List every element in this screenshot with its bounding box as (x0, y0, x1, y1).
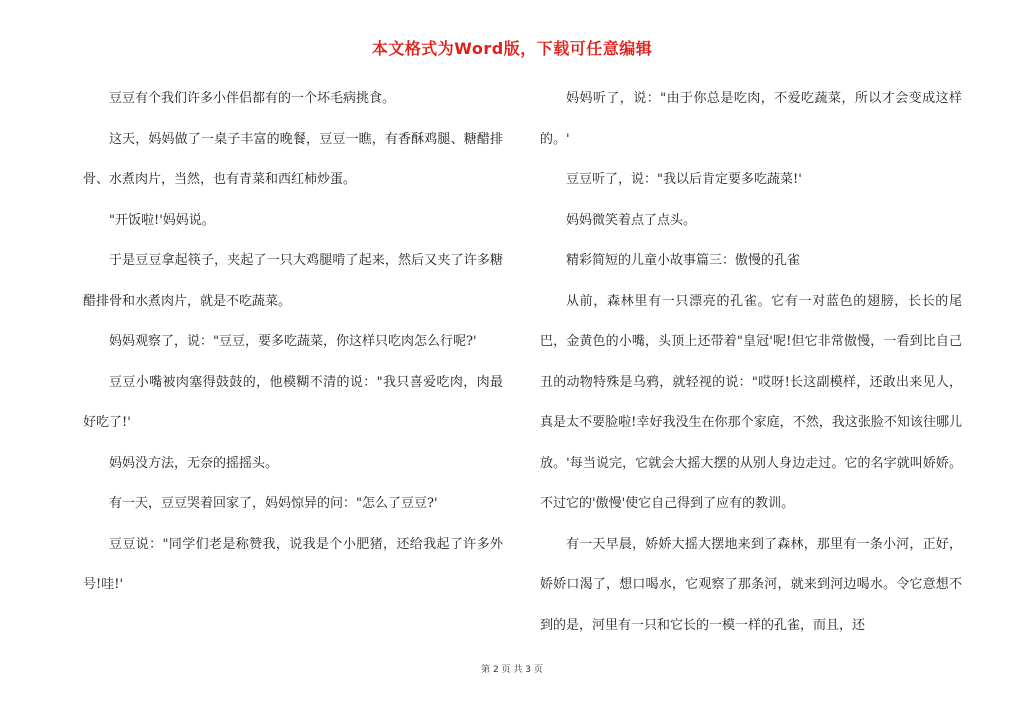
paragraph: 豆豆有个我们许多小伴侣都有的一个坏毛病挑食。 (109, 91, 396, 106)
document-header-banner: 本文格式为Word版，下载可任意编辑 (371, 39, 653, 58)
paragraph: 豆豆说："同学们老是称赞我，说我是个小肥猪，还给我起了许多外号!哇!' (83, 536, 503, 592)
paragraph: 于是豆豆拿起筷子，夹起了一只大鸡腿啃了起来，然后又夹了许多糖醋排骨和水煮肉片，就是不吃蔬菜。 (83, 253, 503, 309)
paragraph: 妈妈观察了，说："豆豆，要多吃蔬菜，你这样只吃肉怎么行呢?' (109, 334, 477, 349)
paragraph: 有一天，豆豆哭着回家了，妈妈惊异的问："怎么了豆豆?' (109, 496, 438, 511)
paragraph: 有一天早晨，娇娇大摇大摆地来到了森林，那里有一条小河，正好，娇娇口渴了，想口喝水，它观察了那条河，就来到河边喝水。令它意想不到的是，河里有一只和它长的一模一样的孔雀，而且，还 (540, 536, 962, 633)
paragraph: "开饭啦!'妈妈说。 (109, 212, 215, 228)
paragraph: 妈妈没方法，无奈的摇摇头。 (109, 455, 279, 471)
right-text-column (540, 79, 962, 646)
paragraph: 妈妈听了，说："由于你总是吃肉，不爱吃蔬菜，所以才会变成这样的。' (540, 91, 962, 147)
paragraph: 豆豆听了，说："我以后肯定要多吃蔬菜!' (566, 172, 802, 187)
left-text-column (83, 79, 503, 606)
page-number-footer: 第 2 页 共 3 页 (481, 665, 543, 675)
paragraph: 从前，森林里有一只漂亮的孔雀。它有一对蓝色的翅膀，长长的尾巴，金黄色的小嘴，头顶上还带着"皇冠'呢!但它非常傲慢，一看到比自己丑的动物特殊是乌鸦，就轻视的说："哎呀!长这副模样，还敢出来见人，真是太不要脸啦!幸好我没生在你那个家庭，不然，我这张脸不知该往哪儿放。'每当说完，它就会大摇大摆的从别人身边走过。它的名字就叫娇娇。不过它的'傲慢'使它自己得到了应有的教训。 (540, 293, 962, 511)
paragraph: 这天，妈妈做了一桌子丰富的晚餐，豆豆一瞧，有香酥鸡腿、糖醋排骨、水煮肉片，当然，也有青菜和西红柿炒蛋。 (83, 131, 503, 187)
paragraph: 妈妈微笑着点了点头。 (566, 212, 697, 228)
paragraph: 豆豆小嘴被肉塞得鼓鼓的，他模糊不清的说："我只喜爱吃肉，肉最好吃了!' (83, 374, 503, 430)
story-section-title: 精彩简短的儿童小故事篇三：傲慢的孔雀 (566, 253, 801, 268)
